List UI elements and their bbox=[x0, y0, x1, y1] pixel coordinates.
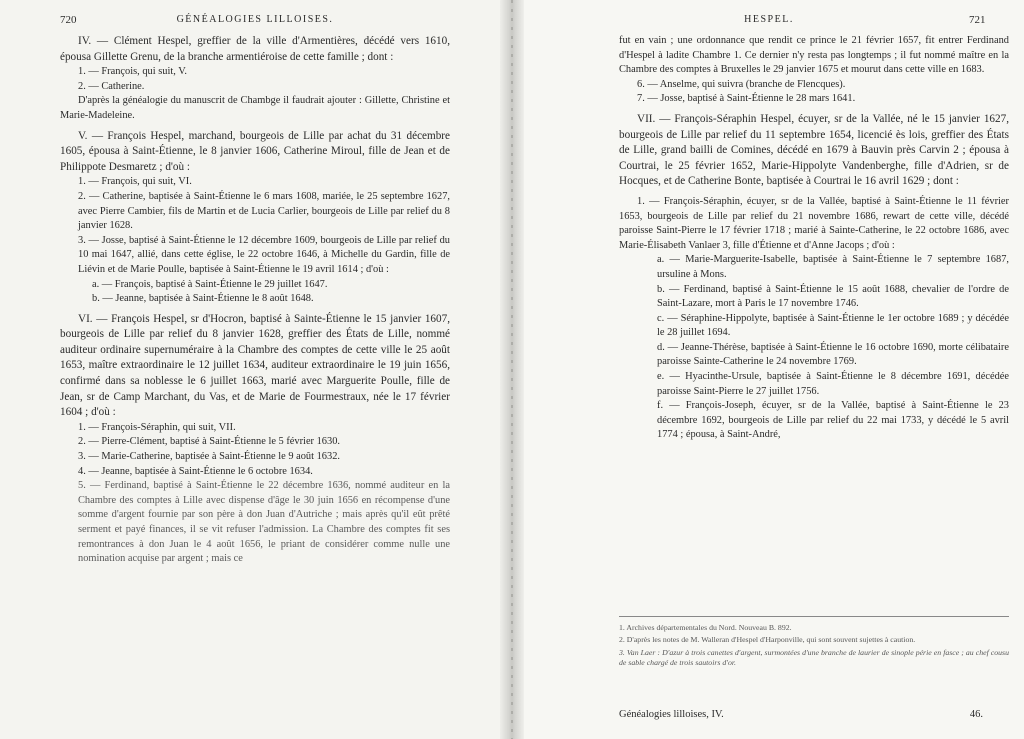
list-item: 1. — François-Séraphin, qui suit, VII. bbox=[78, 421, 236, 433]
paragraph: IV. — Clément Hespel, greffier de la ville d'Armentières, décédé vers 1610, épousa Gillette Grenu, de la branche armentiéroise de cette famille ; dont : bbox=[60, 35, 450, 63]
list-item: 2. — Catherine. bbox=[78, 80, 145, 92]
left-running-head: GÉNÉALOGIES LILLOISES. bbox=[176, 14, 334, 25]
paragraph: fut en vain ; une ordonnance que rendit ce prince le 21 février 1657, fit entrer Ferdinand d'Hespel à ladite Chambre 1. Ce dernier n'y resta pas longtemps ; il fut nommé maître en la Chambre des comptes à Bruxelles le 29 janvier 1675 et mourut dans cette ville en 1683. bbox=[619, 35, 1009, 76]
page-footer bbox=[619, 709, 1009, 720]
left-page-number: 720 bbox=[60, 14, 77, 26]
list-item: 1. — François-Séraphin, écuyer, sr de la Vallée, baptisé à Saint-Étienne le 11 février 1653, bourgeois de Lille par relief du 21 novembre 1686, rewart de cette ville, décédé paroisse Saint-Pierre le 17 février 1718 ; marié à Sainte-Catherine, le 22 octobre 1686, avec Marie-Élisabeth Vanlaer 3, fille d'Étienne et d'Anne Jacops ; d'où : bbox=[619, 195, 1009, 251]
right-text-block bbox=[619, 34, 1009, 443]
list-item: 1. — François, qui suit, V. bbox=[78, 66, 188, 78]
footnote-rule bbox=[619, 616, 1009, 617]
right-page bbox=[524, 0, 1024, 739]
footer-signature: 46. bbox=[969, 709, 983, 720]
list-item: c. — Séraphine-Hippolyte, baptisée à Saint-Étienne le 1er octobre 1689 ; y décédée le 28 juillet 1694. bbox=[657, 312, 1009, 339]
list-item: 3. — Josse, baptisé à Saint-Étienne le 12 décembre 1609, bourgeois de Lille par relief du 10 mai 1647, allié, dans cette église, le 22 octobre 1646, à Michelle du Gardin, fille de Liévin et de Marie Poulle, baptisée à Saint-Étienne le 19 avril 1614 ; d'où : bbox=[78, 234, 450, 275]
footnote: 3. Van Laer : D'azur à trois canettes d'argent, surmontées d'une branche de laurier de sinople périe en fasce ; au chef cousu de sable chargé de trois sautoirs d'or. bbox=[619, 647, 1009, 668]
right-page-number: 721 bbox=[969, 14, 986, 26]
list-item: 4. — Jeanne, baptisée à Saint-Étienne le 6 octobre 1634. bbox=[78, 465, 313, 477]
footnote: 1. Archives départementales du Nord. Nouveau B. 892. bbox=[619, 623, 792, 632]
list-item: a. — Marie-Marguerite-Isabelle, baptisée à Saint-Étienne le 7 septembre 1687, ursuline à Mons. bbox=[657, 254, 1009, 280]
footer-title: Généalogies lilloises, IV. bbox=[619, 709, 724, 720]
paragraph: VII. — François-Séraphin Hespel, écuyer, sr de la Vallée, né le 15 janvier 1627, bourgeois de Lille par relief du 11 septembre 1654, licencié ès lois, greffier des États de Lille, grand bailli de Comines, décédé en 1679 à Bauvin près Carvin 2 ; épousa à Courtrai, le 25 février 1652, Marie-Hippolyte Vandenberghe, fille d'Adrien, sr de Hocques, et de Catherine Bonte, baptisée à Courtrai le 16 avril 1629 ; dont : bbox=[619, 112, 1009, 188]
paragraph: VI. — François Hespel, sr d'Hocron, baptisé à Sainte-Étienne le 15 janvier 1607, bourgeois de Lille par relief du 8 janvier 1628, greffier des États de Lille, nommé auditeur ordinaire supernuméraire à la Chambre des comptes de cette ville le 25 août 1653, maître extraordinaire le 12 juillet 1634, auditeur extraordinaire le 19 juin 1656, confirmé dans sa noblesse le 6 juillet 1663, marié avec Marguerite Poulle, fille de Jean, sr de Camp Marchant, du Vas, et de Marie de Fourmestraux, née le 17 février 1604 ; d'où : bbox=[60, 312, 450, 419]
list-item: 3. — Marie-Catherine, baptisée à Saint-Étienne le 9 août 1632. bbox=[78, 451, 340, 463]
paragraph: D'après la généalogie du manuscrit de Chambge il faudrait ajouter : Gillette, Christine et Marie-Madeleine. bbox=[60, 95, 450, 121]
list-item: 6. — Anselme, qui suivra (branche de Flencques). bbox=[637, 78, 846, 90]
footnotes bbox=[619, 623, 1009, 671]
left-text-block bbox=[60, 34, 450, 567]
list-item: 5. — Ferdinand, baptisé à Saint-Étienne le 22 décembre 1636, nommé auditeur en la Chambre des comptes à Lille avec dispense d'âge le 30 juin 1656 en récompense d'une somme d'argent fournie par son père à don Juan d'Autriche ; mais après qu'il eût prêté serment et payé finances, il se vit refuser l'admission. La Chambre des comptes fit ses remontrances à don Juan le 4 août 1656, le priant de considérer comme nulle une nomination acquise par argent ; mais ce bbox=[78, 480, 450, 565]
footnote: 2. D'après les notes de M. Walleran d'Hespel d'Harponville, qui sont souvent sujettes à caution. bbox=[619, 635, 916, 645]
list-item: a. — François, baptisé à Saint-Étienne le 29 juillet 1647. bbox=[92, 278, 328, 290]
list-item: 7. — Josse, baptisé à Saint-Étienne le 28 mars 1641. bbox=[637, 93, 856, 105]
list-item: 1. — François, qui suit, VI. bbox=[78, 176, 192, 188]
book-gutter bbox=[500, 0, 524, 739]
right-running-head: HESPEL. bbox=[744, 14, 794, 25]
list-item: 2. — Pierre-Clément, baptisé à Saint-Étienne le 5 février 1630. bbox=[78, 436, 340, 448]
list-item: b. — Ferdinand, baptisé à Saint-Étienne le 15 août 1688, chevalier de l'ordre de Saint-Lazare, mort à Paris le 17 novembre 1746. bbox=[657, 283, 1009, 310]
list-item: d. — Jeanne-Thérèse, baptisée à Saint-Étienne le 16 octobre 1690, morte célibataire paroisse Sainte-Catherine le 24 novembre 1769. bbox=[657, 341, 1009, 368]
list-item: 2. — Catherine, baptisée à Saint-Étienne le 6 mars 1608, mariée, le 25 septembre 1627, avec Pierre Cambier, fils de Martin et de Lucia Carlier, bourgeois de Lille par relief du 8 janvier 1628. bbox=[78, 190, 450, 232]
list-item: f. — François-Joseph, écuyer, sr de la Vallée, baptisé à Saint-Étienne le 23 décembre 1692, bourgeois de Lille par relief du 22 mai 1733, y décédé le 5 avril 1774 ; épousa, à Saint-André, bbox=[657, 400, 1009, 441]
left-page bbox=[0, 0, 500, 739]
list-item: e. — Hyacinthe-Ursule, baptisée à Saint-Étienne le 8 décembre 1691, décédée paroisse Saint-Pierre le 27 juillet 1756. bbox=[657, 371, 1009, 397]
list-item: b. — Jeanne, baptisée à Saint-Étienne le 8 août 1648. bbox=[92, 293, 314, 305]
paragraph: V. — François Hespel, marchand, bourgeois de Lille par achat du 31 décembre 1605, épousa à Saint-Étienne, le 8 janvier 1606, Catherine Miroul, fille de Jean et de Philippote Desmaretz ; d'où : bbox=[60, 129, 450, 173]
